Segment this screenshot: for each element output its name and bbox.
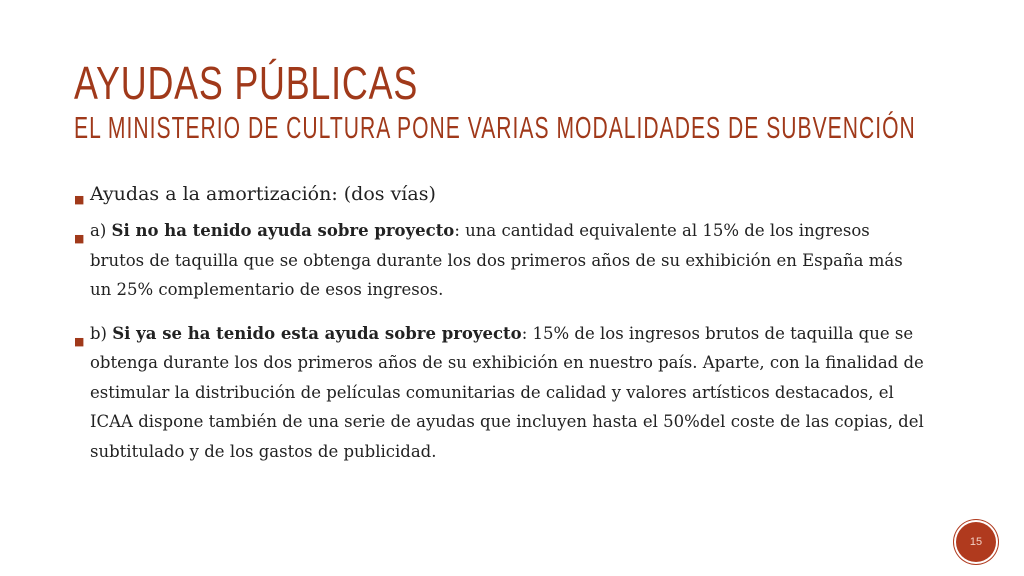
bullet-text: Ayudas a la amortización: (dos vías) <box>90 183 436 205</box>
title-subtitle: EL MINISTERIO DE CULTURA PONE VARIAS MODALIDADES DE SUBVENCIÓN <box>74 110 916 145</box>
square-bullet-icon: ■ <box>74 334 85 348</box>
bullet-item <box>74 216 924 305</box>
bullet-bold-text: Si ya se ha tenido esta ayuda sobre proyecto <box>112 323 522 343</box>
bullet-text: : 15% de los ingresos brutos de taquilla que se obtenga durante los dos primeros años de su exhibición en nuestro país. Aparte, con la finalidad de estimular la distribución de películas comunitarias de calidad y valores artísticos destacados, el ICAA dispone también de una serie de ayudas que incluyen hasta el 50%del coste de las copias, del subtitulado y de los gastos de publicidad. <box>90 323 924 461</box>
bullet-list <box>74 180 924 466</box>
bullet-item <box>74 319 924 467</box>
bullet-text: : una cantidad equivalente al 15% de los ingresos brutos de taquilla que se obtenga durante los dos primeros años de su exhibición en España más un 25% complementario de esos ingresos. <box>90 221 903 299</box>
slide-title <box>74 57 1024 145</box>
bullet-prefix: b) <box>90 323 113 343</box>
square-bullet-icon: ■ <box>74 232 85 245</box>
square-bullet-icon: ■ <box>74 193 85 206</box>
title-main: AYUDAS PÚBLICAS <box>74 57 419 109</box>
bullet-bold-text: Si no ha tenido ayuda sobre proyecto <box>111 221 455 240</box>
bullet-item <box>74 180 924 208</box>
bullet-prefix: a) <box>90 221 112 240</box>
page-number-badge: 15 <box>956 522 996 562</box>
